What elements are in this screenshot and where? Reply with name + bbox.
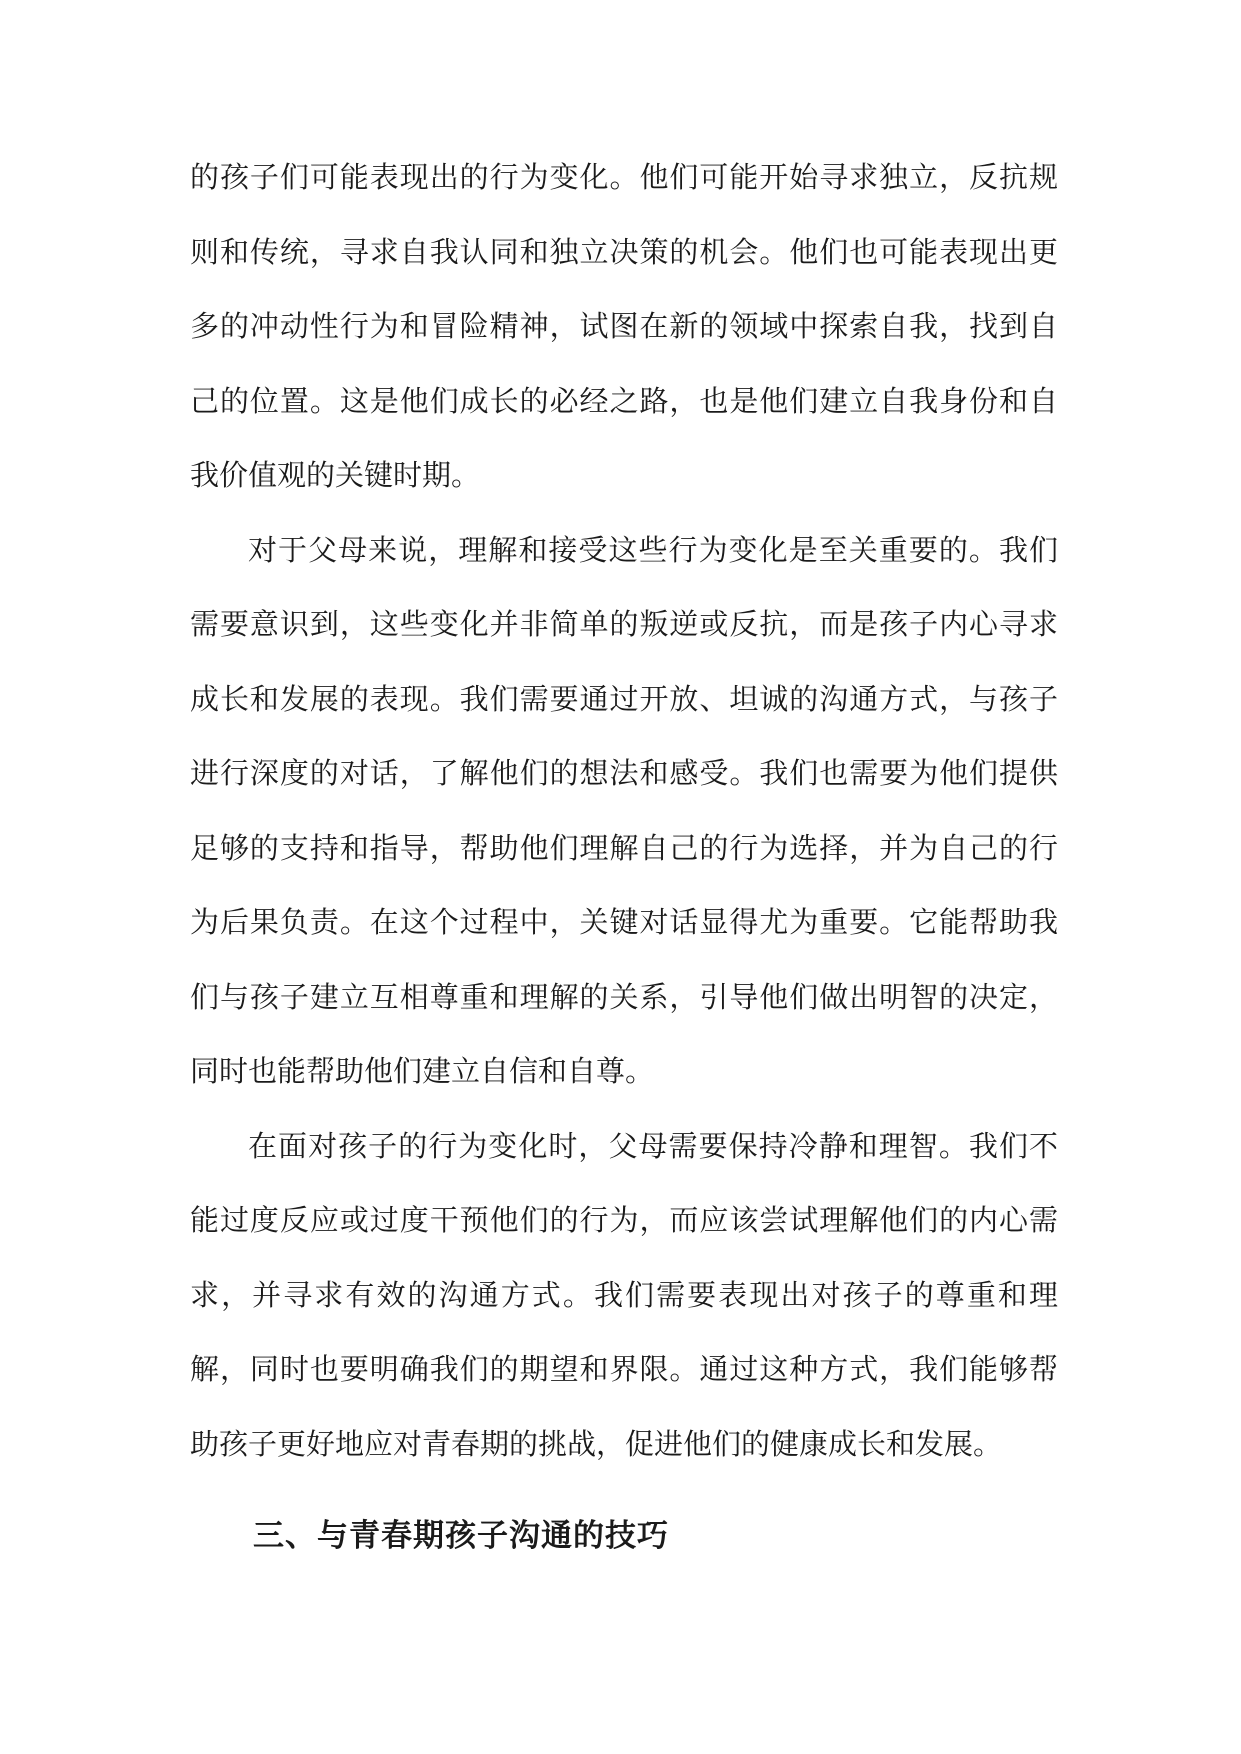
paragraph-continuation: 的孩子们可能表现出的行为变化。他们可能开始寻求独立，反抗规则和传统，寻求自我认同和独立决策的机会。他们也可能表现出更多的冲动性行为和冒险精神，试图在新的领域中探索自我，找到自己的位置。这是他们成长的必经之路，也是他们建立自我身份和自我价值观的关键时期。 xyxy=(190,160,1058,492)
document-body xyxy=(190,140,1058,1481)
section-heading: 三、与青春期孩子沟通的技巧 xyxy=(253,1518,669,1554)
paragraph-parent-understanding: 对于父母来说，理解和接受这些行为变化是至关重要的。我们需要意识到，这些变化并非简单的叛逆或反抗，而是孩子内心寻求成长和发展的表现。我们需要通过开放、坦诚的沟通方式，与孩子进行深度的对话，了解他们的想法和感受。我们也需要为他们提供足够的支持和指导，帮助他们理解自己的行为选择，并为自己的行为后果负责。在这个过程中，关键对话显得尤为重要。它能帮助我们与孩子建立互相尊重和理解的关系，引导他们做出明智的决定，同时也能帮助他们建立自信和自尊。 xyxy=(190,532,1058,1088)
paragraph-stay-calm: 在面对孩子的行为变化时，父母需要保持冷静和理智。我们不能过度反应或过度干预他们的行为，而应该尝试理解他们的内心需求，并寻求有效的沟通方式。我们需要表现出对孩子的尊重和理解，同时也要明确我们的期望和界限。通过这种方式，我们能够帮助孩子更好地应对青春期的挑战，促进他们的健康成长和发展。 xyxy=(190,1128,1058,1461)
